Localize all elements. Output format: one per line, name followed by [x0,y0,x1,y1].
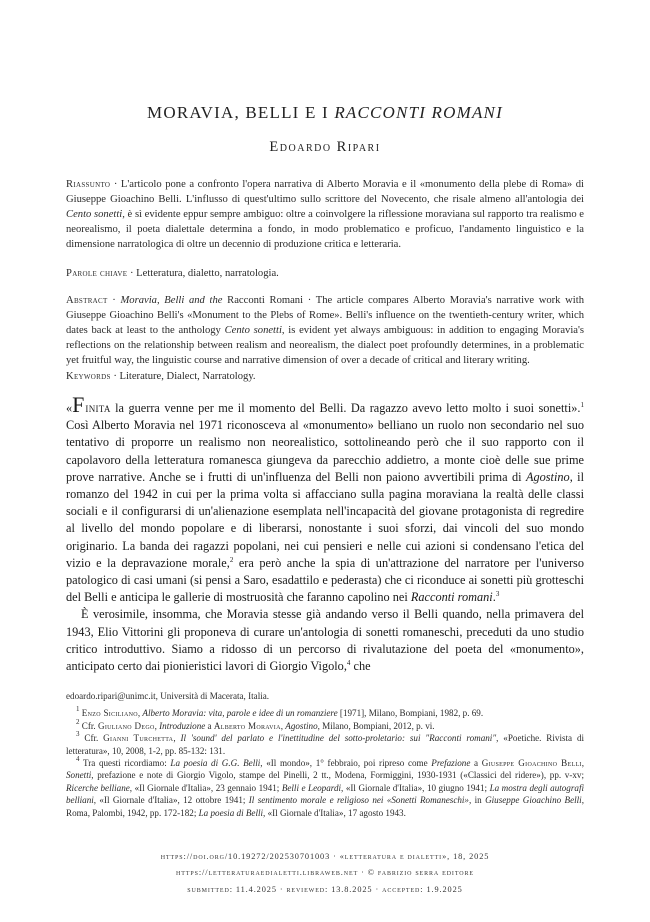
footnotes [66,690,584,819]
title-italic: RACCONTI ROMANI [334,103,503,122]
keywords-en-text: Literature, Dialect, Narratology. [119,371,256,382]
abstract-en-text: Racconti Romani · The article compares Alberto Moravia's narrative work with Giuseppe Gioachino Belli's «Monument to the Plebs of Rome». Belli's influence on the twentieth-century writer, which dates back at least to the anthology [66,295,584,336]
keywords-en-label: Keywords [66,371,111,382]
note-italic: Belli e Leopardi [281,782,342,793]
keywords-it-text: Letteratura, dialetto, narratologia. [136,268,279,279]
footnote-3 [66,732,584,757]
note-text: , «Il Giornale d'Italia», 10 giugno 1941; [341,782,490,793]
note-text: , «Il Giornale d'Italia», 12 ottobre 1941; [93,795,249,806]
note-text: , [173,733,181,744]
footnote-2 [66,717,584,732]
initial-letter: F [72,392,86,417]
separator: · [110,371,120,382]
keywords-english [66,369,584,384]
note-text: , Roma, Palombi, 1942, pp. 172-182; [66,795,584,818]
note-text: a [470,758,482,769]
footnote-number: 2 [76,717,80,726]
separator: · [127,268,137,279]
note-text: , Milano, Bompiani, 2012, p. vi. [317,720,435,731]
note-author: Giuliano Dego [97,720,155,731]
body-text: . [492,590,496,605]
abstract-en-label: Abstract [66,295,108,306]
note-author: Gianni Turchetta [103,733,174,744]
footnote-ref-2[interactable]: 2 [229,555,234,564]
article-body [66,392,584,675]
abstract-it-text-2: , è sì evidente eppur sempre ambiguo: oltre a coinvolgere la riflessione moraviana sul rapporto tra realismo e neorealismo, il poeta dialettale determina a fondo, in modo problematico e proficuo, l'andamento linguistico e la dimensione narratologica di oltre un decennio di produzione critica e letteraria. [66,209,584,250]
body-paragraph-2 [66,606,584,675]
note-italic: Agostino [285,720,318,731]
body-italic: Agostino [525,469,570,484]
note-text: a [205,720,214,731]
keywords-it-label: Parole chiave [66,268,128,279]
note-text: Cfr. [84,733,104,744]
abstract-english [66,293,584,368]
note-text: Tra questi ricordiamo: [83,758,171,769]
abstract-en-italic: Cento sonetti [224,325,282,336]
note-author: Giuseppe Gioachino Belli [481,758,582,769]
note-italic: Prefazione [431,758,471,769]
footer-site[interactable]: https://letteraturaedialetti.libraweb.net · © fabrizio serra editore [176,868,474,877]
footnote-number: 3 [76,730,80,739]
abstract-en-text-2: , is evident yet always ambiguous: in addition to engaging Moravia's reflections on the relationship between realism and neorealism, the dialect poet profoundly determines, in a problematic yet fruitful way, the linguistic course and narrative dimension of over a decade of critical and literary writing. [66,325,584,366]
note-author: Enzo Siciliano [81,708,138,719]
footnote-1 [66,707,584,719]
note-italic: Ricerche belliane [66,782,130,793]
note-italic: Il 'sound' del parlato e l'inettitudine del sotto-proletario: sui "Racconti romani" [180,733,497,744]
body-text: la guerra venne per me il momento del Belli. Da ragazzo avevo letto molto i suoi sonetti». [110,401,581,415]
body-paragraph-1 [66,392,584,606]
note-italic: La poesia di Belli [198,807,264,818]
body-text: era però anche la spia di un'attrazione del narratore per l'universo patologico di casi umani (si pensi a Saro, esadattilo e pederasta) che ci riconduce ai sonetti più grotteschi del Belli e anticipa le gallerie di mostruosità che faranno capolino nei [66,555,584,605]
footnote-ref-1[interactable]: 1 [580,401,584,409]
note-text: , prefazione e note di Giorgio Vigolo, stampe del Pinelli, 2 tt., Modena, Formiggini, 1930-1931 («Classici del ridere»), pp. v-xv; [91,770,584,781]
note-text: , [581,758,585,769]
note-italic: Introduzione [159,720,206,731]
note-italic: Giuseppe Gioachino Belli [485,795,582,806]
footnote-ref-3[interactable]: 3 [495,590,500,599]
footer-dates: submitted: 11.4.2025 · reviewed: 13.8.2025 · accepted: 1.9.2025 [187,885,463,894]
footnote-number: 4 [76,755,80,764]
abstract-it-text: L'articolo pone a confronto l'opera narrativa di Alberto Moravia e il «monumento della plebe di Roma» di Giuseppe Gioachino Belli. L'influsso di quest'ultimo sullo scrittore del Novecento, che risale almeno all'antologia dei [66,179,584,205]
body-text: È verosimile, insomma, che Moravia stesse già andando verso il Belli quando, nella primavera del 1943, Elio Vittorini gli proponeva di curare un'antologia di sonetti romaneschi, preceduti da uno studio critico introduttivo. Siamo a ridosso di un percorso di rivalutazione del poeta del «monumento», anticipato certo dai pionieristici lavori di Giorgio Vigolo, [66,607,584,674]
note-author: Alberto Moravia [213,720,281,731]
note-text: , «Poetiche. Rivista di letteratura», 10, 2008, 1-2, pp. 85-132: 131. [66,733,585,756]
body-text: Così Alberto Moravia nel 1971 riconosceva al «monumento» belliano un ruolo non secondario nel suo tentativo di proporre un realismo non neorealistico, sottolineando però che il suo rapporto con il capolavoro della letteratura romanesca giungeva da parecchio addietro, a monte cioè delle sue prime prove narrative. Anche se i frutti di un'influenza del Belli non paiono avvertibili prima di [66,418,584,484]
note-italic: La mostra degli autografi belliani [66,782,584,806]
opening-quote: « [66,401,73,415]
abstract-it-italic: Cento sonetti [66,209,123,220]
body-text: che [350,659,371,674]
separator: · [110,179,121,190]
note-text: Cfr. [81,720,98,731]
note-text: , «Il Giornale d'Italia», 23 gennaio 1941; [129,782,282,793]
note-text: , «Il mondo», 1° febbraio, poi ripreso come [260,758,432,769]
abstract-en-italic-title: Moravia, Belli and the [120,295,223,306]
body-italic: Racconti romani [410,590,493,605]
keywords-italian [66,266,584,281]
note-italic: Sonetti [66,770,92,781]
author-email[interactable]: edoardo.ripari@unimc.it, Università di Macerata, Italia. [66,691,270,701]
note-text: , [137,708,143,719]
footnote-number: 1 [76,705,80,714]
note-text: [1971], Milano, Bompiani, 1982, p. 69. [337,708,484,719]
note-text: , «Il Giornale d'Italia», 17 agosto 1943. [263,807,406,818]
footnote-4 [66,757,584,819]
body-text: , il romanzo del 1942 in cui per la prima volta si affacciano sulla pagina moraviana la realtà delle classi sociali e il configurarsi di un'alienazione esemplata nell'incapacità del giovane protagonista di regredire al livello del mondo popolare e di liberarsi, nonostante i suoi sforzi, dai vincoli del suo mondo originario. La banda dei ragazzi popolani, nei cui pensieri e nelle cui azioni si condensano l'etica del vizio e la depravazione morale, [66,469,584,570]
note-text: , [280,720,286,731]
footnote-ref-4[interactable]: 4 [346,659,351,668]
note-text: , [154,720,160,731]
note-italic: Il sentimento morale e religioso nei «Sonetti Romaneschi» [248,795,469,806]
title-main: MORAVIA, BELLI E I [147,103,335,122]
article-author: Edoardo Ripari [269,139,381,155]
footer-doi[interactable]: https://doi.org/10.19272/202530701003 · «letteratura e dialetti», 18, 2025 [160,852,490,861]
abstract-it-label: Riassunto [66,179,111,190]
note-italic: La poesia di G.G. Belli [170,758,261,769]
separator: · [107,295,121,306]
article-title [0,103,650,123]
note-italic: Alberto Moravia: vita, parole e idee di un romanziere [142,708,338,719]
note-text: , in [468,795,486,806]
abstract-italian [66,177,584,252]
initial-smallcaps: inita [85,401,111,415]
